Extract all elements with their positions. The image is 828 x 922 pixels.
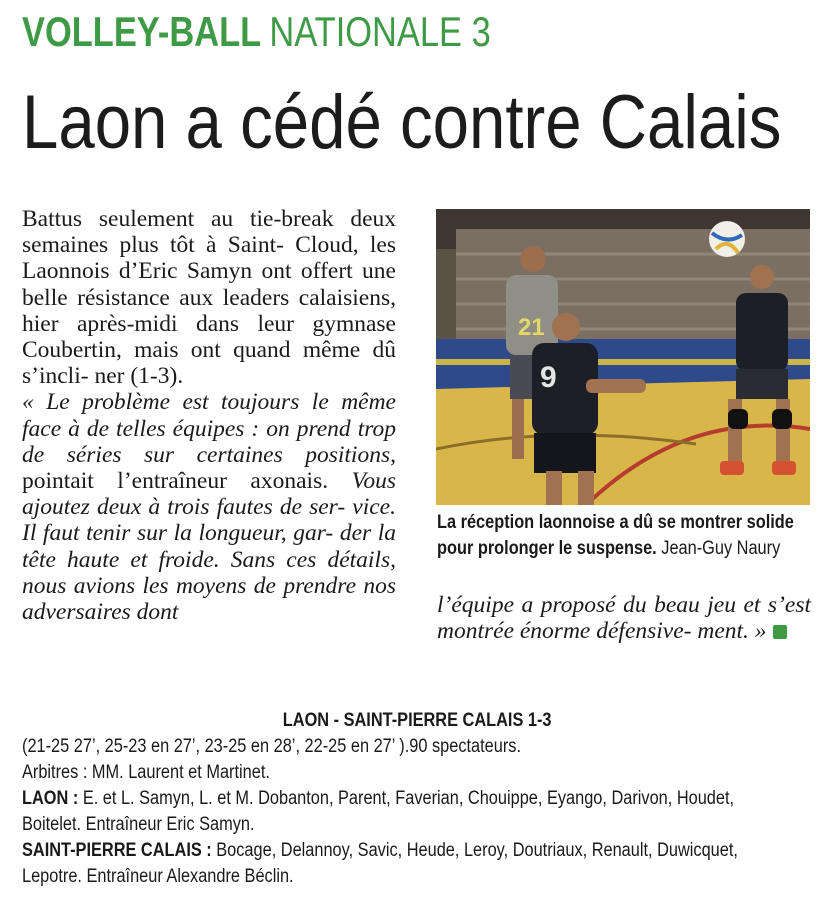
result-sets: (21-25 27’, 25-23 en 27’, 23-25 en 28’, 22-25 en 27’ ).90 spectateurs. [22, 736, 522, 757]
body-line: ner (1-3). [94, 363, 184, 390]
section-kicker [22, 6, 491, 58]
quote-paragraph [22, 389, 396, 625]
quote-line: détails, nous avions les moyens de [22, 546, 396, 599]
team2-label: SAINT-PIERRE CALAIS : [22, 840, 212, 861]
team1-players: E. et L. Samyn, L. et M. Dobanton, Parent, Faverian, Chouippe, Eyango, Darivon, Houdet, [82, 788, 735, 809]
quote-line: l’équipe a proposé du beau jeu et [437, 592, 761, 618]
caption-text: La réception laonnoise a dû se montrer solide pour prolonger le suspense. [437, 512, 794, 559]
quote-line: « Le problème est toujours le même [22, 389, 396, 416]
quote-line: prendre nos adversaires dont [22, 572, 397, 626]
result-referees: Arbitres : MM. Laurent et Martinet. [22, 762, 270, 783]
quote-line: ment. » [697, 618, 767, 645]
team2-roster-cont: Lepotre. Entraîneur Alexandre Béclin. [22, 866, 294, 887]
team1-roster-cont: Boitelet. Entraîneur Eric Samyn. [22, 814, 255, 835]
intro-paragraph [22, 206, 396, 389]
body-line: mais ont quand même dû s’incli- [22, 337, 397, 390]
team2-roster [22, 838, 738, 864]
article-headline: Laon a cédé contre Calais [22, 80, 782, 165]
body-line: dans leur gymnase Coubertin, [22, 310, 396, 364]
jersey-number-back: 21 [518, 314, 545, 341]
quote-line: face à de telles équipes : on prend [22, 415, 351, 442]
article-body-right-column [437, 592, 811, 644]
end-of-article-square-icon [773, 625, 787, 639]
match-result-box [22, 708, 812, 890]
quote-line: ajoutez deux à trois fautes de ser- [22, 494, 346, 521]
quote-line: s’est montrée énorme défensive- [437, 592, 811, 645]
quote-line: vice. Il faut tenir sur la longueur, gar- [22, 494, 396, 547]
quote-line: Vous [351, 468, 397, 495]
team2-players: Bocage, Delannoy, Savic, Heude, Leroy, Doutriaux, Renault, Duwicquet, [216, 840, 738, 861]
article-body-left-column [22, 206, 396, 625]
team1-roster [22, 786, 735, 812]
body-line: Cloud, les Laonnois d’Eric Samyn [22, 232, 396, 285]
body-line: deux semaines plus tôt à Saint- [22, 206, 397, 259]
volleyball-photo-illustration [436, 209, 810, 505]
quote-line: trop de séries sur certaines positions, [22, 415, 396, 468]
jersey-number-front: 9 [540, 361, 557, 394]
body-line: ont offert une belle résistance aux [22, 258, 396, 311]
quote-line: der la tête haute et froide. Sans ces [22, 520, 397, 573]
kicker-league: NATIONALE 3 [269, 8, 491, 55]
photo-credit: Jean-Guy Naury [661, 538, 781, 559]
quote-continuation [437, 592, 811, 644]
photo-caption [437, 510, 815, 562]
body-line: leaders calaisiens, hier après-midi [22, 284, 397, 337]
team1-label: LAON : [22, 788, 79, 809]
quote-attribution: pointait l’entraîneur axonais. [22, 468, 329, 495]
kicker-sport: VOLLEY-BALL [22, 8, 262, 55]
result-title: LAON - SAINT-PIERRE CALAIS 1-3 [282, 710, 552, 731]
body-line: Battus seulement au tie-break [22, 206, 334, 232]
article-photo [436, 209, 810, 505]
